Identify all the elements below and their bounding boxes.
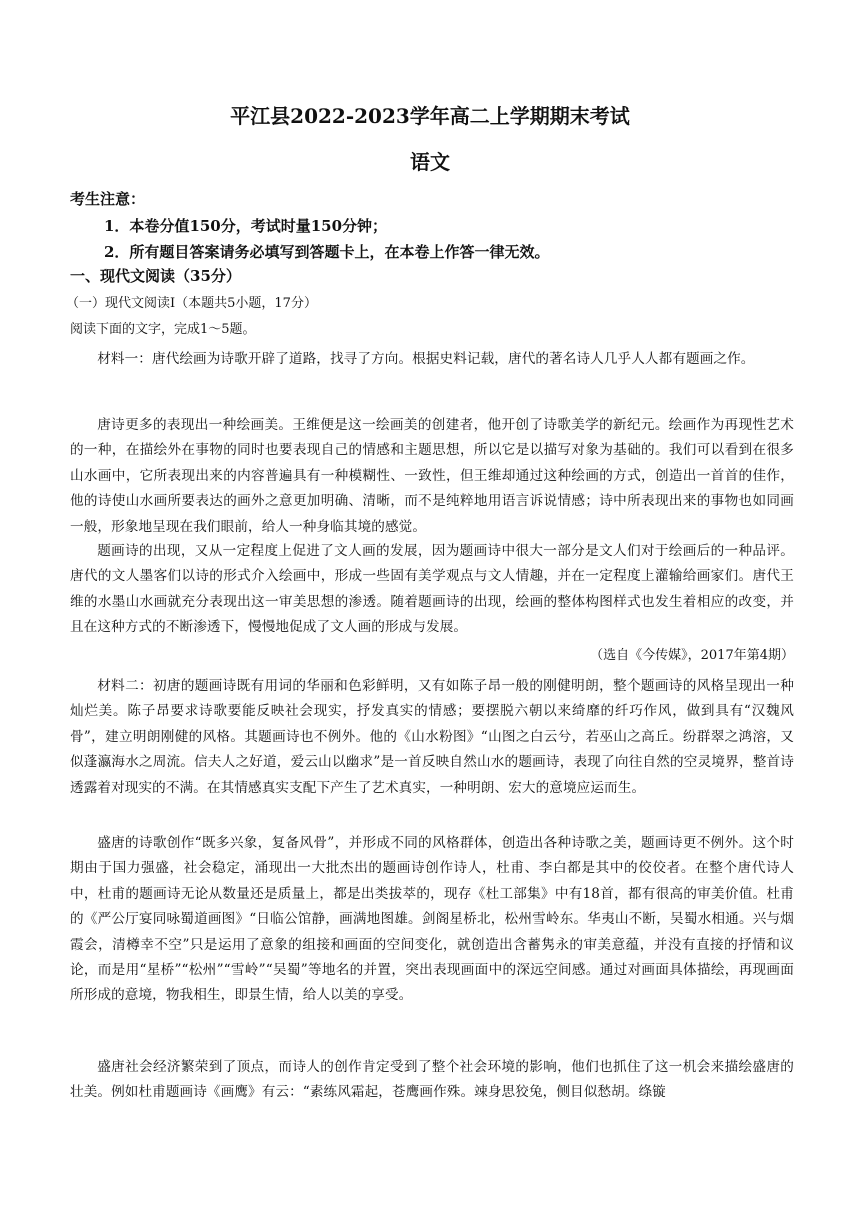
paragraph: 盛唐社会经济繁荣到了顶点，而诗人的创作肯定受到了整个社会环境的影响，他们也抓住了这一机会来描绘盛唐的壮美。例如杜甫题画诗《画鹰》有云：“素练风霜起，苍鹰画作殊。竦身思狡兔，侧目似愁胡。绦镟 (70, 1059, 794, 1101)
paragraph: 唐诗更多的表现出一种绘画美。王维便是这一绘画美的创建者，他开创了诗歌美学的新纪元。绘画作为再现性艺术的一种，在描绘外在事物的同时也要表现自己的情感和主题思想，所以它是以描写对象为基础的。我们可以看到在很多山水画中，它所表现出来的内容普遍具有一种模糊性、一致性，但王维却通过这种绘画的方式，创造出一首首的佳作，他的诗使山水画所要表达的画外之意更加明确、清晰，而不是纯粹地用语言诉说情感；诗中所表现出来的事物也如同画一般，形象地呈现在我们眼前，给人一种身临其境的感觉。 (70, 417, 794, 535)
paragraph: 盛唐的诗歌创作“既多兴象，复备风骨”，并形成不同的风格群体，创造出各种诗歌之美，题画诗更不例外。这个时期由于国力强盛，社会稳定，涌现出一大批杰出的题画诗创作诗人，杜甫、李白都是其中的佼佼者。在整个唐代诗人中，杜甫的题画诗无论从数量还是质量上，都是出类拔萃的，现存《杜工部集》中有18首，都有很高的审美价值。杜甫的《严公厅宴同咏蜀道画图》“日临公馆静，画满地图雄。剑阁星桥北，松州雪岭东。华夷山不断，吴蜀水相通。兴与烟霞会，清樽幸不空”只是运用了意象的组接和画面的空间变化，就创造出含蓄隽永的审美意蕴，并没有直接的抒情和议论，而是用“星桥”“松州”“雪岭”“吴蜀”等地名的并置，突出表现画面中的深远空间感。通过对画面具体描绘，再现画面所形成的意境，物我相生，即景生情，给人以美的享受。 (70, 835, 794, 1004)
notice-item: 1．本卷分值150分，考试时量150分钟； (104, 217, 388, 235)
paragraph: 题画诗的出现，又从一定程度上促进了文人画的发展，因为题画诗中很大一部分是文人们对于绘画后的一种品评。唐代的文人墨客们以诗的形式介入绘画中，形成一些固有美学观点与文人情趣，并在一定程度上灌输给画家们。唐代王维的水墨山水画就充分表现出这一审美思想的渗透。随着题画诗的出现，绘画的整体构图样式也发生着相应的改变，并且在这种方式的不断渗透下，慢慢地促成了文人画的形成与发展。 (70, 543, 794, 636)
notice-item: 2．所有题目答案请务必填写到答题卡上，在本卷上作答一律无效。 (104, 243, 550, 261)
exam-title: 平江县2022-2023学年高二上学期期末考试 (230, 104, 630, 128)
subsection-heading: （一）现代文阅读Ⅰ（本题共5小题，17分） (66, 296, 317, 311)
source-note: （选自《今传媒》，2017年第4期） (590, 648, 794, 663)
reading-instruction: 阅读下面的文字，完成1～5题。 (70, 322, 256, 337)
paragraph: 材料一：唐代绘画为诗歌开辟了道路，找寻了方向。根据史料记载，唐代的著名诗人几乎人人都有题画之作。 (97, 351, 755, 367)
subject-title: 语文 (410, 150, 450, 174)
notice-heading: 考生注意： (70, 190, 146, 208)
section-heading: 一、现代文阅读（35分） (70, 267, 241, 285)
paragraph: 材料二：初唐的题画诗既有用词的华丽和色彩鲜明，又有如陈子昂一般的刚健明朗，整个题画诗的风格呈现出一种灿烂美。陈子昂要求诗歌要能反映社会现实，抒发真实的情感；要摆脱六朝以来绮靡的纤巧作风，做到具有“汉魏风骨”，建立明朗刚健的风格。其题画诗也不例外。他的《山水粉图》“山图之白云兮，若巫山之高丘。纷群翠之鸿溶，又似蓬瀛海水之周流。信夫人之好道，爱云山以幽求”是一首反映自然山水的题画诗，表现了向往自然的空灵境界，整首诗透露着对现实的不满。在其情感真实支配下产生了艺术真实，一种明朗、宏大的意境应运而生。 (70, 678, 794, 796)
